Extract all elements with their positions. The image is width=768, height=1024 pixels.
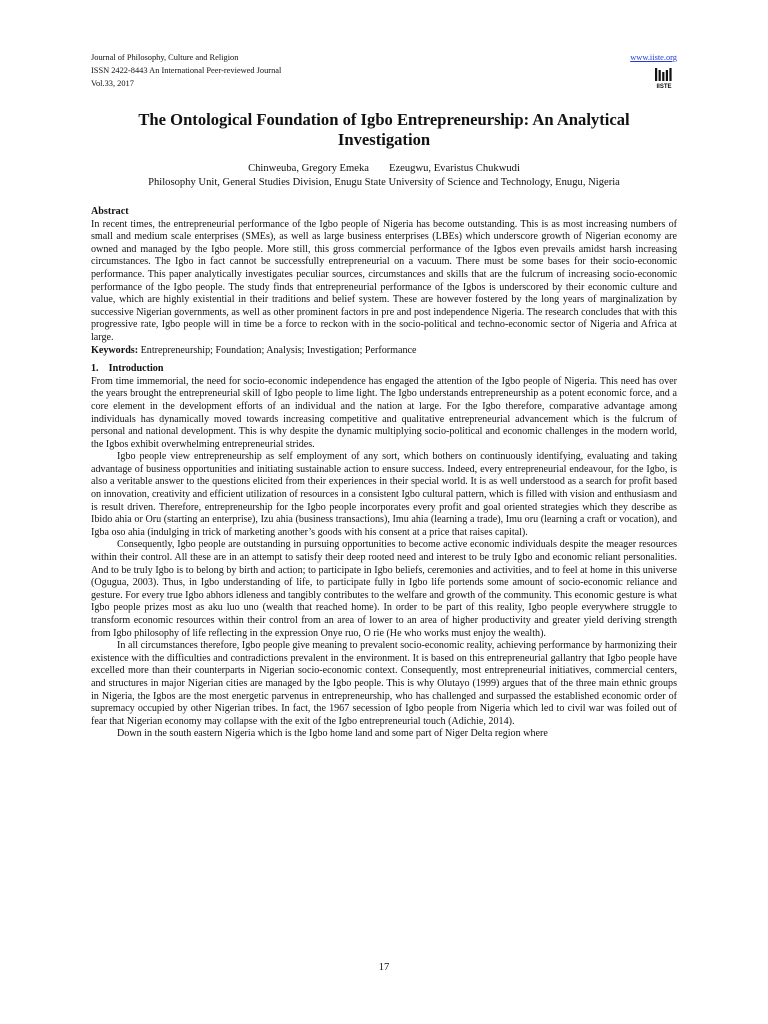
paragraph: Consequently, Igbo people are outstanding in pursuing opportunities to become active economic individuals despite the meager resources within their control. All these are in an attempt to satisfy their deep rooted need and interest to be truly Igbo and economic reliant personalities. And to be truly Igbo is to belong by birth and action; to participate in Igbo beliefs, ceremonies and activities, and to feel at home in this universe (Ogugua, 2003). Thus, in Igbo understanding of life, to participate fully in Igbo life portends some amount of socio-economic reliance and gesture. For every true Igbo abhors idleness and tangibly contributes to the welfare and growth of the community. This economic gesture is what Igbo people prizes most as aku luo uno (wealth that reached home). In order to be part of this reality, Igbo people everywhere struggle to transform economic resources within their control from an area of lower to an area of higher productivity and greater yield deriving strength from Igbo philosophy of life reflecting in the expression Onye ruo, O rie (He who works must enjoy the wealth).	[91, 539, 677, 639]
author-1: Chinweuba, Gregory Emeka	[248, 163, 369, 174]
journal-website-link[interactable]: www.iiste.org	[630, 53, 677, 62]
authors-block	[91, 162, 677, 190]
keywords-line	[91, 345, 677, 358]
logo-text: IISTE	[656, 84, 672, 89]
abstract-text: In recent times, the entrepreneurial performance of the Igbo people of Nigeria has become outstanding. This is as most increasing numbers of small and medium scale enterprises (SMEs), as well as large business enterprises (LBEs) which underscore growth of Nigerian economy are owned and managed by the Igbo people. More still, this gross commercial performance of the Igbos even prevails amidst harsh increasing circumstances. The Igbo in fact cannot be successfully entrepreneurial on a vacuum. There must be some bases for their socio-economic performance. This paper analytically investigates peculiar sources, circumstances and skills that are the fulcrum of increasing socio-economic performance of the Igbo people. The study finds that entrepreneurial performance of the Igbos is underscored by their economic culture and value, which are highly existential in their traditions and belief system. These are however fostered by the long years of marginalization by successive Nigerian governments, as well as other prominent factors in pre and post independence Nigeria. The research concludes that with this progressive rate, Igbo people will in time be a force to reckon with in the socio-political and techno-economic sector of Nigeria and Africa at large.	[91, 218, 677, 343]
journal-header	[91, 51, 677, 95]
keywords-label: Keywords:	[91, 344, 139, 356]
section-heading-introduction: 1. Introduction	[91, 363, 164, 375]
abstract-heading: Abstract	[91, 206, 129, 217]
paragraph: Igbo people view entrepreneurship as self employment of any sort, which bothers on continuously identifying, evaluating and taking advantage of business opportunities and initiating sustainable action to ensure success. Indeed, every entrepreneurial endeavour, for the Igbo, is also a veritable answer to the questions elicited from their experiences in their special world. It is as well understood as a search for profit based on innovation, creativity and efficient utilization of resources in a consistent Igbo cultural pattern, which is filled with vision and enthusiasm and is result driven. Therefore, entrepreneurship for the Igbo people incorporates every profit and goal oriented strategies which they describe as Ibido ahia or Oru (starting an enterprise), Izu ahia (business transactions), Imu ahia (learning a trade), Imu oru (learning a craft or vocation), and Igba oso ahia (indulging in trick of marketing another’s goods with his consent at a price that raises capital).	[91, 451, 677, 538]
paper-body	[91, 206, 677, 741]
paragraph: Down in the south eastern Nigeria which is the Igbo home land and some part of Niger Delta region where	[117, 728, 548, 740]
paragraph: From time immemorial, the need for socio-economic independence has engaged the attention of the Igbo people of Nigeria. This need has over the years brought the entrepreneurial skill of Igbo people to lime light. The Igbo understands entrepreneurship as a potent economic force, and a core element in the development efforts of an individual and the nation at large. For the Igbo therefore, comparative advantage among individuals has dynamically moved towards increasing competitive and qualitative entrepreneurial advancement which is the fulcrum of personal and national development. This is why despite the dynamic multiplying socio-political and economic challenges in the modern world, the Igbos exhibit overwhelming entrepreneurial strides.	[91, 375, 677, 450]
keywords-list: Entrepreneurship; Foundation; Analysis; Investigation; Performance	[138, 344, 417, 356]
author-2: Ezeugwu, Evaristus Chukwudi	[388, 163, 520, 174]
author-affiliation: Philosophy Unit, General Studies Division, Enugu State University of Science and Technology, Enugu, Nigeria	[148, 177, 620, 188]
journal-volume: Vol.33, 2017	[91, 79, 134, 88]
paper-title: The Ontological Foundation of Igbo Entrepreneurship: An Analytical Investigation	[138, 110, 630, 149]
journal-name: Journal of Philosophy, Culture and Religion	[91, 53, 239, 62]
paragraph: In all circumstances therefore, Igbo people give meaning to prevalent socio-economic reality, achieving performance by harmonizing their existence with the difficulties and contradictions prevalent in the environment. It is based on this entrepreneurial gallantry that Igbo people have excelled more than their counterparts in Nigerian socio-economic context. Consequently, most entrepreneurial initiatives, commercial centers, and structures in major Nigerian cities are managed by the Igbo people. This is why Olutayo (1999) argues that of the three main ethnic groups in Nigeria, the Igbos are the most energetic parvenus in entrepreneurship, who has challenged and surpassed the established economic order of supremacy occupied by other Nigerian tribes. In fact, the 1967 secession of Igbo people from Nigeria which led to civil war was foiled out of fear that Nigerian economy may collapse with the exit of the Igbo entrepreneurial touch (Adichie, 2014).	[91, 640, 677, 727]
iiste-logo-icon	[654, 67, 674, 89]
author-names	[91, 162, 677, 176]
page-number: 17	[378, 962, 390, 973]
journal-issn: ISSN 2422-8443 An International Peer-reviewed Journal	[91, 66, 282, 75]
